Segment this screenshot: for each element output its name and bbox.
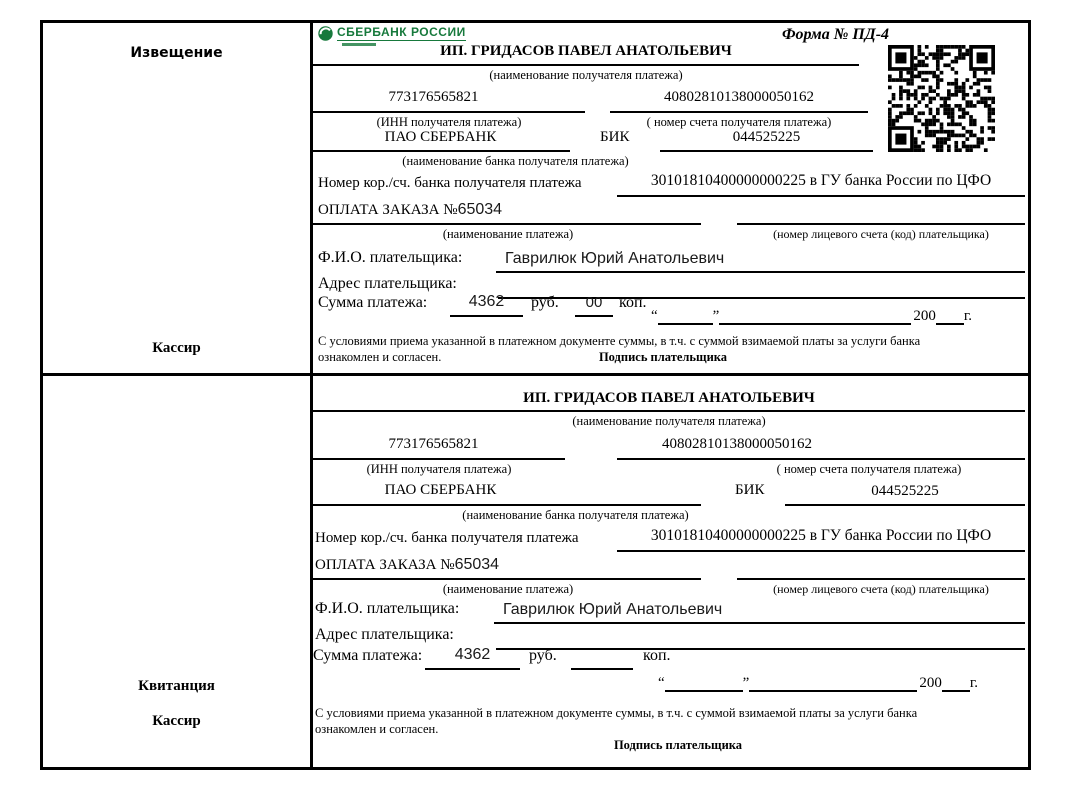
sum-label: Сумма платежа: xyxy=(313,647,423,664)
form-number: Форма № ПД-4 xyxy=(781,26,890,43)
account-caption: ( номер счета получателя платежа) xyxy=(776,462,962,476)
bank-name-line xyxy=(313,150,570,152)
corr-label: Номер кор./сч. банка получателя платежа xyxy=(318,175,582,191)
year-line xyxy=(936,307,964,325)
sum-label: Сумма платежа: xyxy=(318,294,428,311)
bank-name: ПАО СБЕРБАНК xyxy=(384,482,497,498)
payee-name-line xyxy=(313,410,1025,412)
date-month-line xyxy=(719,307,911,325)
payee-name: ИП. ГРИДАСОВ ПАВЕЛ АНАТОЛЬЕВИЧ xyxy=(523,390,815,406)
notice-label: Извещение xyxy=(130,45,223,61)
rub-label: руб. xyxy=(529,647,557,664)
fio-label: Ф.И.О. плательщика: xyxy=(315,600,460,617)
kop-line xyxy=(571,668,633,670)
payment-purpose-prefix: ОПЛАТА ЗАКАЗА № xyxy=(315,557,455,573)
signature-caption: Подпись плательщика xyxy=(598,350,728,364)
date-day-line xyxy=(665,674,743,692)
payment-caption: (наименование платежа) xyxy=(442,227,574,241)
sberbank-logo-icon xyxy=(318,26,333,41)
kop-value: 00 xyxy=(585,294,603,311)
date-month-line xyxy=(749,674,917,692)
account-line xyxy=(610,111,868,113)
bik-label: БИК xyxy=(735,482,765,498)
account-caption: ( номер счета получателя платежа) xyxy=(646,115,832,129)
inn-line xyxy=(313,111,585,113)
sum-value: 4362 xyxy=(454,646,491,663)
corr-label: Номер кор./сч. банка получателя платежа xyxy=(315,530,579,546)
qr-code xyxy=(888,45,995,152)
personal-account-line xyxy=(737,223,1025,225)
bik-value: 044525225 xyxy=(732,129,801,145)
corr-line xyxy=(617,195,1025,197)
agreement-line1: С условиями приема указанной в платежном документе суммы, в т.ч. с суммой взимаемой платы за услуги банка xyxy=(318,334,921,348)
sum-value: 4362 xyxy=(468,293,505,310)
rub-label: руб. xyxy=(531,294,559,311)
year-prefix: 200 xyxy=(913,308,936,324)
quote-open: “ xyxy=(651,308,658,324)
date-row xyxy=(651,307,1025,325)
personal-account-caption: (номер лицевого счета (код) плательщика) xyxy=(773,582,989,596)
fio-value: Гаврилюк Юрий Анатольевич xyxy=(505,250,725,267)
corr-line xyxy=(617,550,1025,552)
payment-purpose-prefix: ОПЛАТА ЗАКАЗА № xyxy=(318,202,458,218)
signature-caption: Подпись плательщика xyxy=(613,738,743,752)
payment-purpose xyxy=(318,201,502,219)
cashier-label-notice: Кассир xyxy=(152,340,201,356)
receipt-label: Квитанция xyxy=(138,678,215,694)
payment-caption: (наименование платежа) xyxy=(442,582,574,596)
corr-value: 30101810400000000225 в ГУ банка России по ЦФО xyxy=(650,172,992,189)
bank-name-line xyxy=(313,504,701,506)
order-number: 65034 xyxy=(457,201,503,218)
sum-line xyxy=(425,668,520,670)
form-table xyxy=(40,20,1031,770)
year-prefix: 200 xyxy=(919,675,942,691)
year-line xyxy=(942,674,970,692)
address-line xyxy=(496,648,1025,650)
kop-label: коп. xyxy=(643,647,671,664)
inn-caption: (ИНН получателя платежа) xyxy=(366,462,512,476)
agreement-line2: ознакомлен и согласен. xyxy=(315,722,439,736)
fio-value: Гаврилюк Юрий Анатольевич xyxy=(503,601,723,618)
account-line xyxy=(617,458,1025,460)
bik-line xyxy=(785,504,1025,506)
inn-caption: (ИНН получателя платежа) xyxy=(376,115,522,129)
agreement-line2: ознакомлен и согласен. xyxy=(318,350,442,364)
fio-line xyxy=(496,271,1025,273)
address-label: Адрес плательщика: xyxy=(315,626,454,643)
payee-name-caption: (наименование получателя платежа) xyxy=(572,414,766,428)
bank-caption: (наименование банка получателя платежа) xyxy=(402,154,629,168)
fio-label: Ф.И.О. плательщика: xyxy=(318,249,463,266)
inn-line xyxy=(313,458,565,460)
bank-name: ПАО СБЕРБАНК xyxy=(384,129,497,145)
payment-purpose-line xyxy=(313,223,701,225)
bik-line xyxy=(660,150,873,152)
payee-name: ИП. ГРИДАСОВ ПАВЕЛ АНАТОЛЬЕВИЧ xyxy=(440,43,732,59)
quote-close: ” xyxy=(742,675,750,691)
sum-line xyxy=(450,315,523,317)
notice-section xyxy=(313,23,1028,376)
receipt-section xyxy=(313,376,1028,767)
year-suffix: г. xyxy=(969,675,979,691)
bik-label: БИК xyxy=(600,129,630,145)
receipt-left-cell xyxy=(43,376,313,767)
date-row xyxy=(658,674,1025,692)
account-value: 40802810138000050162 xyxy=(662,436,812,452)
corr-value: 30101810400000000225 в ГУ банка России по ЦФО xyxy=(650,527,992,544)
sberbank-logo-text: СБЕРБАНК РОССИИ xyxy=(337,25,466,39)
payee-name-caption: (наименование получателя платежа) xyxy=(489,68,683,82)
quote-close: ” xyxy=(712,308,720,324)
inn-value: 773176565821 xyxy=(388,89,479,105)
cashier-label-receipt: Кассир xyxy=(152,713,201,729)
payee-name-line xyxy=(313,64,859,66)
inn-value: 773176565821 xyxy=(388,436,479,452)
bik-value: 044525225 xyxy=(871,483,939,499)
kop-line xyxy=(575,315,613,317)
payment-purpose-line xyxy=(313,578,701,580)
fio-line xyxy=(494,622,1025,624)
quote-open: “ xyxy=(658,675,665,691)
date-day-line xyxy=(658,307,713,325)
personal-account-line xyxy=(737,578,1025,580)
order-number: 65034 xyxy=(454,556,500,573)
bank-caption: (наименование банка получателя платежа) xyxy=(462,508,689,522)
sberbank-logo xyxy=(318,25,466,41)
year-suffix: г. xyxy=(963,308,973,324)
payment-purpose xyxy=(315,556,499,574)
personal-account-caption: (номер лицевого счета (код) плательщика) xyxy=(773,227,989,241)
address-label: Адрес плательщика: xyxy=(318,275,457,292)
notice-left-cell xyxy=(43,23,313,376)
account-value: 40802810138000050162 xyxy=(664,89,814,105)
kop-label: коп. xyxy=(619,294,647,311)
agreement-line1: С условиями приема указанной в платежном документе суммы, в т.ч. с суммой взимаемой платы за услуги банка xyxy=(315,706,918,720)
